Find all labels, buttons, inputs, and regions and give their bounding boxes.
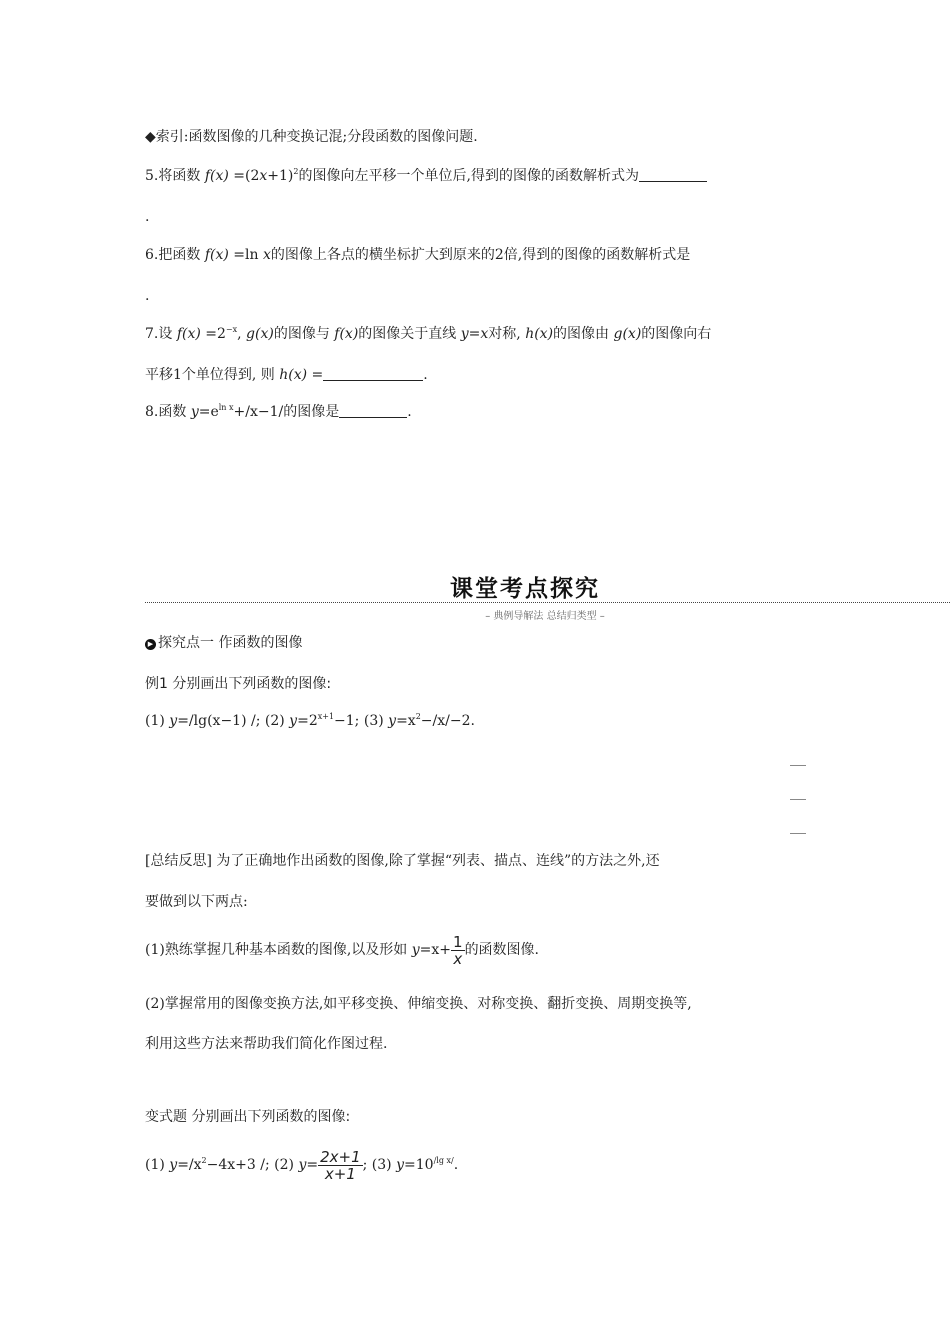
section-subtitle: – 典例导解法 总结归类型 – [485,611,605,622]
q8-eq: =e [198,404,219,420]
q7-part5: 对称, [488,326,526,342]
summary-point1 [145,930,539,970]
var-f1: =/x [177,1157,202,1173]
q7-g2: g(x) [613,326,642,342]
var-eq2: = [306,1157,319,1173]
point1-label: 探究点一 作函数的图像 [158,635,303,651]
var-y1: y [169,1157,178,1173]
q8-exp: ln x [218,403,234,412]
ex1-y3: y [388,713,397,729]
q7-answer-blank[interactable] [323,366,423,381]
summary-point2-line2: 利用这些方法来帮助我们简化作图过程. [145,1036,388,1052]
ex1-y2: y [289,713,298,729]
play-icon: ▶ [145,639,156,650]
section-title: 课堂考点探究 [450,576,600,602]
ex1-f2: =2 [297,713,318,729]
q5-x: x [259,168,268,184]
fraction-denominator: x [453,949,463,968]
q7-line2-prefix: 平移1个单位得到, 则 [145,367,280,383]
margin-dash [790,799,806,800]
question-7-line2 [145,365,428,385]
question-8 [145,402,412,422]
var-f3pre: ; (3) [362,1157,397,1173]
variant-label: 变式题 分别画出下列函数的图像: [145,1109,351,1125]
var-f3: =10 [404,1157,434,1173]
var-exp1: 2 [201,1156,207,1165]
q7-h: h(x) [525,326,554,342]
q6-tail: 的图像上各点的横坐标扩大到原来的2倍,得到的图像的函数解析式是 [270,247,691,263]
question-6 [145,245,690,265]
q7-end: . [423,367,428,383]
q7-part2: , [237,326,247,342]
q7-part6: 的图像由 [553,326,614,342]
question-7-line1 [145,324,711,344]
ex1-f2b: −1; (3) [334,713,389,729]
var-exp3: /lg x/ [433,1156,454,1165]
q5-tail1: +1) [267,168,294,184]
ex1-exp3: 2 [415,712,421,721]
question-5 [145,166,707,186]
q5-answer-blank[interactable] [639,167,707,182]
var-a: (1) [145,1157,170,1173]
summary-p1-y: y [411,942,420,958]
q6-prefix: 6.把函数 [145,247,205,263]
fraction-denominator: x+1 [324,1164,356,1183]
q5-mid: =(2 [228,168,260,184]
q5-exp: 2 [293,167,299,176]
q8-answer-blank[interactable] [339,403,407,418]
summary-line2: 要做到以下两点: [145,894,248,910]
summary-line1: [总结反思] 为了正确地作出函数的图像,除了掌握“列表、描点、连线”的方法之外,还 [145,853,660,869]
ex1-f1: =/lg(x−1) /; (2) [177,713,290,729]
var-f1b: −4x+3 /; (2) [206,1157,299,1173]
fraction-numerator: 1 [453,932,463,951]
variant-items [145,1145,458,1185]
margin-dash [790,765,806,766]
q6-mid: =ln [228,247,263,263]
q7-g: g(x) [246,326,274,342]
q6-x: x [262,247,271,263]
q6-func: f(x) [204,247,229,263]
q7-yx: y=x [460,326,489,342]
q5-prefix: 5.将函数 [145,168,205,184]
ex1-a: (1) [145,713,170,729]
example1-label: 例1 分别画出下列函数的图像: [145,676,332,692]
ex1-exp2: x+1 [317,712,335,721]
q5-func: f(x) [204,168,229,184]
summary-p1-eq: =x+ [419,942,452,958]
q7-h2: h(x) [279,367,308,383]
q7-f: f(x) [176,326,201,342]
q5-tail2: 的图像向左平移一个单位后,得到的图像的函数解析式为 [298,168,639,184]
fraction [451,934,465,967]
q7-line2-eq: = [307,367,324,383]
q7-part3: 的图像与 [273,326,335,342]
summary-p1-prefix: (1)熟练掌握几种基本函数的图像,以及形如 [145,942,412,958]
q8-prefix: 8.函数 [145,404,191,420]
q8-y: y [190,404,199,420]
q7-part7: 的图像向右 [641,326,712,342]
q7-exp: −x [225,325,238,334]
summary-point2-line1: (2)掌握常用的图像变换方法,如平移变换、伸缩变换、对称变换、翻折变换、周期变换等, [145,996,692,1012]
fraction [318,1149,363,1182]
example1-items [145,711,475,731]
q7-part4: 的图像关于直线 [358,326,461,342]
q7-prefix: 7.设 [145,326,177,342]
q6-end: . [145,288,150,304]
ex1-f3: =x [396,713,416,729]
q8-end: . [407,404,412,420]
summary-p1-tail: 的函数图像. [464,942,540,958]
var-y3: y [396,1157,405,1173]
margin-dash [790,833,806,834]
ex1-y1: y [169,713,178,729]
section-divider [145,602,950,603]
q7-f2: f(x) [334,326,359,342]
q8-tail: +/x−1/的图像是 [233,404,340,420]
q7-eq: =2 [200,326,226,342]
var-y2: y [298,1157,307,1173]
var-end: . [453,1157,459,1173]
index-note: ◆索引:函数图像的几种变换记混;分段函数的图像问题. [145,129,478,145]
ex1-f3b: −/x/−2. [420,713,475,729]
point1-heading [145,633,302,653]
q5-end: . [145,209,150,225]
fraction-numerator: 2x+1 [320,1147,361,1166]
